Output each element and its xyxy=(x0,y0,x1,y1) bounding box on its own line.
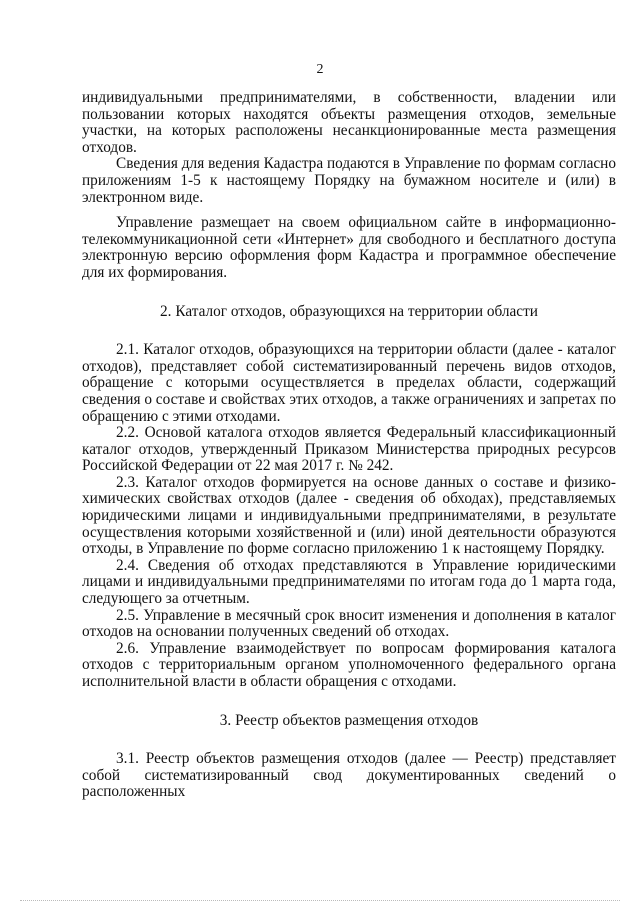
section-3-heading: 3. Реестр объектов размещения отходов xyxy=(219,711,479,729)
page-number: 2 xyxy=(316,62,324,77)
paragraph-2-6: 2.6. Управление взаимодействует по вопросам формирования каталога отходов с территориальным органом уполномоченного федерального органа исполнительной власти в области обращения с отходами. xyxy=(82,639,616,690)
paragraph-2-1: 2.1. Каталог отходов, образующихся на территории области (далее - каталог отходов), представляет собой систематизированный перечень видов отходов, обращение с которыми осуществляется в пределах области, содержащий сведения о составе и свойствах этих отходов, а также ограничениях и запретах по обращению с этими отходами. xyxy=(82,341,616,425)
section-2-heading: 2. Каталог отходов, образующихся на территории области xyxy=(160,302,538,320)
paragraph-intro-submission: Сведения для ведения Кадастра подаются в Управление по формам согласно приложениям 1-5 к настоящему Порядку на бумажном носителе и (или) в электронном виде. xyxy=(82,155,616,206)
paragraph-intro-website: Управление размещает на своем официальном сайте в информационно-телекоммуникационной сети «Интернет» для свободного и бесплатного доступа электронную версию оформления форм Кадастра и программное обеспечение для их формирования. xyxy=(82,214,616,281)
paragraph-2-2: 2.2. Основой каталога отходов является Федеральный классификационный каталог отходов, утвержденный Приказом Министерства природных ресурсов Российской Федерации от 22 мая 2017 г. № 242. xyxy=(82,424,616,475)
document-body xyxy=(82,90,616,801)
scan-edge-divider xyxy=(20,900,620,902)
paragraph-intro-continuation: индивидуальными предпринимателями, в собственности, владении или пользовании которых находятся объекты размещения отходов, земельные участки, на которых расположены несанкционированные места размещения отходов. xyxy=(82,89,616,156)
paragraph-3-1: 3.1. Реестр объектов размещения отходов (далее — Реестр) представляет собой систематизированный свод документированных сведений о расположенных xyxy=(82,750,616,801)
paragraph-2-3: 2.3. Каталог отходов формируется на основе данных о составе и физико-химических свойствах отходов (далее - сведения об обходах), представляемых юридическими лицами и индивидуальными предпринимателями, в результате осуществления которыми хозяйственной и (или) иной деятельности образуются отходы, в Управление по форме согласно приложению 1 к настоящему Порядку. xyxy=(82,473,616,558)
paragraph-2-4: 2.4. Сведения об отходах представляются в Управление юридическими лицами и индивидуальными предпринимателями по итогам года до 1 марта года, следующего за отчетным. xyxy=(82,556,616,608)
paragraph-2-5: 2.5. Управление в месячный срок вносит изменения и дополнения в каталог отходов на основании полученных сведений об отходах. xyxy=(82,606,616,641)
